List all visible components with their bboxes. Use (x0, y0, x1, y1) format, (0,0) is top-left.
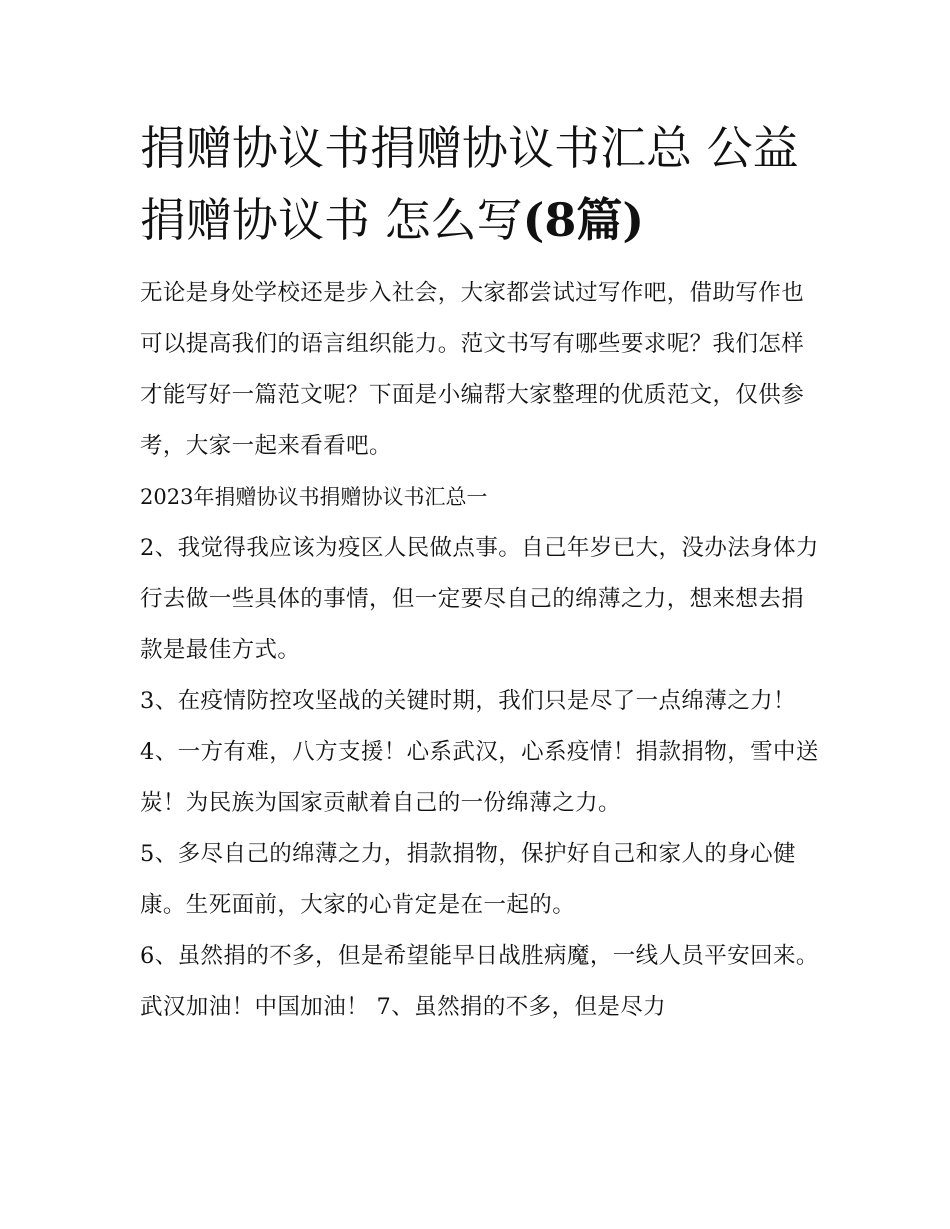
list-item: 2、我觉得我应该为疫区人民做点事。自己年岁已大，没办法身体力行去做一些具体的事情，但一定要尽自己的绵薄之力，想来想去捐款是最佳方式。 (140, 535, 819, 663)
list-item: 6、虽然捐的不多，但是希望能早日战胜病魔，一线人员平安回来。武汉加油！中国加油！ 7、虽然捐的不多，但是尽力 (140, 943, 819, 1020)
intro-paragraph: 无论是身处学校还是步入社会，大家都尝试过写作吧，借助写作也可以提高我们的语言组织能力。范文书写有哪些要求呢？我们怎样才能写好一篇范文呢？下面是小编帮大家整理的优质范文，仅供参考，大家一起来看看吧。 (140, 280, 805, 459)
document-body (140, 268, 820, 1033)
document-title (140, 112, 820, 256)
list-item: 4、一方有难，八方支援！心系武汉，心系疫情！捐款捐物，雪中送炭！为民族为国家贡献着自己的一份绵薄之力。 (140, 739, 819, 816)
list-item: 3、在疫情防控攻坚战的关键时期，我们只是尽了一点绵薄之力！ (140, 688, 796, 714)
list-item: 5、多尽自己的绵薄之力，捐款捐物，保护好自己和家人的身心健康。生死面前，大家的心肯定是在一起的。 (140, 841, 796, 918)
document-page (140, 112, 820, 1033)
section-heading: 2023年捐赠协议书捐赠协议书汇总一 (140, 485, 488, 509)
title-count: (8篇) (522, 193, 645, 247)
title-text: 捐赠协议书捐赠协议书汇总 公益捐赠协议书 怎么写 (140, 121, 799, 247)
